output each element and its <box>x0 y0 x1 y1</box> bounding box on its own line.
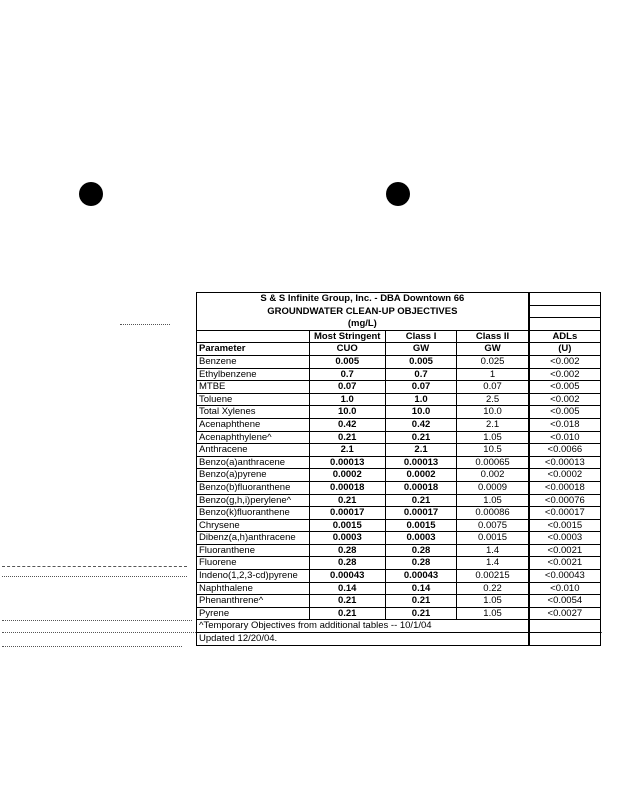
parameter-cell: Phenanthrene^ <box>197 595 310 608</box>
most-stringent-cell: 0.21 <box>309 494 385 507</box>
parameter-cell: MTBE <box>197 381 310 394</box>
adl-cell: <0.0002 <box>529 469 601 482</box>
class-ii-cell: 0.00086 <box>457 507 529 520</box>
most-stringent-cell: 0.28 <box>309 544 385 557</box>
class-ii-cell: 1.4 <box>457 544 529 557</box>
header-gw-class-ii: GW <box>457 343 529 356</box>
table-row <box>197 368 601 381</box>
blank-cell <box>529 293 601 306</box>
class-ii-cell: 1.05 <box>457 607 529 620</box>
adl-cell: <0.0066 <box>529 444 601 457</box>
class-ii-cell: 10.5 <box>457 444 529 457</box>
class-i-cell: 0.0015 <box>385 519 457 532</box>
most-stringent-cell: 0.42 <box>309 418 385 431</box>
class-i-cell: 0.21 <box>385 607 457 620</box>
most-stringent-cell: 0.005 <box>309 355 385 368</box>
scan-noise-line <box>2 620 192 622</box>
adl-cell: <0.0027 <box>529 607 601 620</box>
most-stringent-cell: 0.00017 <box>309 507 385 520</box>
class-i-cell: 1.0 <box>385 393 457 406</box>
header-adls: ADLs <box>529 330 601 343</box>
blank-cell <box>529 318 601 331</box>
parameter-cell: Fluoranthene <box>197 544 310 557</box>
most-stringent-cell: 0.21 <box>309 431 385 444</box>
table-row <box>197 519 601 532</box>
table-row <box>197 431 601 444</box>
class-i-cell: 0.28 <box>385 544 457 557</box>
header-u: (U) <box>529 343 601 356</box>
parameter-cell: Toluene <box>197 393 310 406</box>
most-stringent-cell: 0.21 <box>309 607 385 620</box>
table-row <box>197 582 601 595</box>
adl-cell: <0.005 <box>529 406 601 419</box>
adl-cell: <0.018 <box>529 418 601 431</box>
table-row <box>197 393 601 406</box>
table-title: S & S Infinite Group, Inc. - DBA Downtown 66 <box>197 293 529 306</box>
parameter-cell: Indeno(1,2,3-cd)pyrene <box>197 570 310 583</box>
parameter-cell: Benzo(g,h,i)perylene^ <box>197 494 310 507</box>
table-row <box>197 570 601 583</box>
parameter-cell: Benzene <box>197 355 310 368</box>
adl-cell: <0.00018 <box>529 481 601 494</box>
class-ii-cell: 0.07 <box>457 381 529 394</box>
parameter-cell: Fluorene <box>197 557 310 570</box>
parameter-cell: Total Xylenes <box>197 406 310 419</box>
class-ii-cell: 0.0075 <box>457 519 529 532</box>
most-stringent-cell: 0.7 <box>309 368 385 381</box>
class-i-cell: 0.42 <box>385 418 457 431</box>
class-i-cell: 0.0003 <box>385 532 457 545</box>
parameter-cell: Benzo(a)anthracene <box>197 456 310 469</box>
updated-note: Updated 12/20/04. <box>197 633 529 646</box>
most-stringent-cell: 0.00013 <box>309 456 385 469</box>
scan-noise-line <box>120 324 170 326</box>
class-ii-cell: 1.4 <box>457 557 529 570</box>
most-stringent-cell: 1.0 <box>309 393 385 406</box>
table-subtitle: GROUNDWATER CLEAN-UP OBJECTIVES <box>197 305 529 318</box>
parameter-cell: Benzo(k)fluoranthene <box>197 507 310 520</box>
adl-cell: <0.0054 <box>529 595 601 608</box>
class-i-cell: 0.005 <box>385 355 457 368</box>
table-row <box>197 444 601 457</box>
header-cuo: CUO <box>309 343 385 356</box>
most-stringent-cell: 0.28 <box>309 557 385 570</box>
most-stringent-cell: 10.0 <box>309 406 385 419</box>
scan-noise-line <box>2 576 187 578</box>
adl-cell: <0.002 <box>529 393 601 406</box>
parameter-cell: Dibenz(a,h)anthracene <box>197 532 310 545</box>
most-stringent-cell: 0.0003 <box>309 532 385 545</box>
table-row <box>197 355 601 368</box>
table-row <box>197 544 601 557</box>
adl-cell: <0.010 <box>529 582 601 595</box>
adl-cell: <0.0015 <box>529 519 601 532</box>
header-parameter: Parameter <box>197 343 310 356</box>
class-ii-cell: 1.05 <box>457 595 529 608</box>
header-class-i: Class I <box>385 330 457 343</box>
class-i-cell: 0.7 <box>385 368 457 381</box>
table-row <box>197 532 601 545</box>
class-i-cell: 0.00043 <box>385 570 457 583</box>
class-i-cell: 0.28 <box>385 557 457 570</box>
table-units: (mg/L) <box>197 318 529 331</box>
most-stringent-cell: 0.00018 <box>309 481 385 494</box>
parameter-cell: Ethylbenzene <box>197 368 310 381</box>
adl-cell: <0.002 <box>529 368 601 381</box>
adl-cell: <0.0003 <box>529 532 601 545</box>
table-row <box>197 481 601 494</box>
most-stringent-cell: 0.21 <box>309 595 385 608</box>
most-stringent-cell: 0.14 <box>309 582 385 595</box>
class-ii-cell: 0.0015 <box>457 532 529 545</box>
table-row <box>197 494 601 507</box>
header-most-stringent: Most Stringent <box>309 330 385 343</box>
parameter-cell: Benzo(a)pyrene <box>197 469 310 482</box>
adl-cell: <0.005 <box>529 381 601 394</box>
table-row <box>197 406 601 419</box>
most-stringent-cell: 0.00043 <box>309 570 385 583</box>
class-ii-cell: 1.05 <box>457 494 529 507</box>
class-ii-cell: 0.00215 <box>457 570 529 583</box>
class-ii-cell: 2.5 <box>457 393 529 406</box>
adl-cell: <0.0021 <box>529 544 601 557</box>
parameter-cell: Anthracene <box>197 444 310 457</box>
parameter-cell: Benzo(b)fluoranthene <box>197 481 310 494</box>
class-i-cell: 0.0002 <box>385 469 457 482</box>
class-i-cell: 0.00017 <box>385 507 457 520</box>
hole-punch-left <box>79 182 103 206</box>
class-i-cell: 0.00013 <box>385 456 457 469</box>
most-stringent-cell: 0.0002 <box>309 469 385 482</box>
blank-cell <box>529 633 601 646</box>
parameter-cell: Pyrene <box>197 607 310 620</box>
class-ii-cell: 1 <box>457 368 529 381</box>
class-i-cell: 0.00018 <box>385 481 457 494</box>
table-body <box>197 355 601 619</box>
table-row <box>197 456 601 469</box>
class-ii-cell: 0.002 <box>457 469 529 482</box>
class-ii-cell: 10.0 <box>457 406 529 419</box>
class-i-cell: 0.21 <box>385 494 457 507</box>
hole-punch-right <box>386 182 410 206</box>
parameter-cell: Naphthalene <box>197 582 310 595</box>
most-stringent-cell: 0.0015 <box>309 519 385 532</box>
class-ii-cell: 2.1 <box>457 418 529 431</box>
parameter-cell: Acenaphthene <box>197 418 310 431</box>
class-i-cell: 0.14 <box>385 582 457 595</box>
blank-cell <box>529 620 601 633</box>
scan-noise-line <box>2 566 187 568</box>
most-stringent-cell: 0.07 <box>309 381 385 394</box>
adl-cell: <0.00043 <box>529 570 601 583</box>
footnote: ^Temporary Objectives from additional tables -- 10/1/04 <box>197 620 529 633</box>
class-i-cell: 10.0 <box>385 406 457 419</box>
adl-cell: <0.0021 <box>529 557 601 570</box>
header-gw-class-i: GW <box>385 343 457 356</box>
adl-cell: <0.010 <box>529 431 601 444</box>
adl-cell: <0.00076 <box>529 494 601 507</box>
class-ii-cell: 0.00065 <box>457 456 529 469</box>
class-ii-cell: 1.05 <box>457 431 529 444</box>
header-class-ii: Class II <box>457 330 529 343</box>
adl-cell: <0.002 <box>529 355 601 368</box>
table-row <box>197 607 601 620</box>
adl-cell: <0.00013 <box>529 456 601 469</box>
parameter-cell: Acenaphthylene^ <box>197 431 310 444</box>
class-ii-cell: 0.025 <box>457 355 529 368</box>
header-cell <box>197 330 310 343</box>
table-row <box>197 381 601 394</box>
table-row <box>197 557 601 570</box>
class-i-cell: 0.21 <box>385 431 457 444</box>
cleanup-objectives-table <box>196 292 601 646</box>
table-row <box>197 507 601 520</box>
scan-noise-line <box>2 646 182 648</box>
class-ii-cell: 0.0009 <box>457 481 529 494</box>
class-ii-cell: 0.22 <box>457 582 529 595</box>
class-i-cell: 2.1 <box>385 444 457 457</box>
table-row <box>197 418 601 431</box>
class-i-cell: 0.21 <box>385 595 457 608</box>
adl-cell: <0.00017 <box>529 507 601 520</box>
table-row <box>197 469 601 482</box>
table-row <box>197 595 601 608</box>
class-i-cell: 0.07 <box>385 381 457 394</box>
parameter-cell: Chrysene <box>197 519 310 532</box>
most-stringent-cell: 2.1 <box>309 444 385 457</box>
blank-cell <box>529 305 601 318</box>
